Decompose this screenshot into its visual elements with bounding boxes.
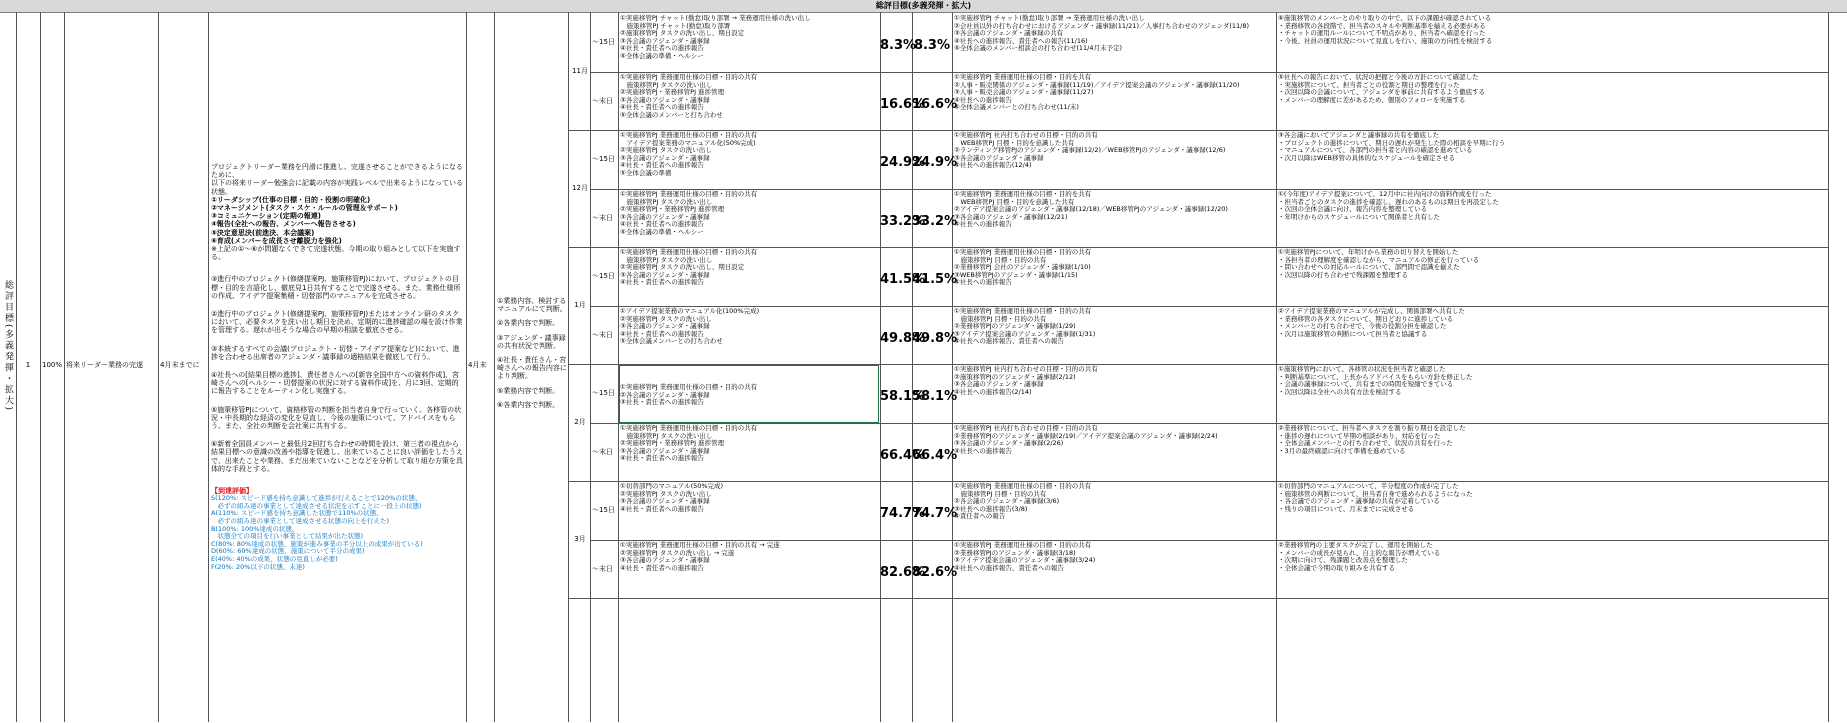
plan-cell (620, 15, 878, 71)
half-label: ～15日 (592, 272, 615, 280)
plan-line: ④社長・責任者への進捗報告 (620, 103, 704, 112)
criteria-item: ③コミュニケーション(定期の報連) (211, 212, 321, 221)
rating-line: A(110%: スピード感を持ち意識した状態で110%の状態、 (211, 509, 383, 518)
comment-line: ・次月以降はWEB移管の具体的なスケジュールを確定させる (1278, 153, 1456, 162)
plan-line: ②各会議のアジェンダ・議事録 (620, 390, 710, 399)
actual-percent: 24.9% (912, 155, 958, 170)
comment-line: ・次回の全体会議に向け、報告内容を整理している (1278, 205, 1428, 214)
comment-line: ・問い合わせへの対応ルールについて、部門間で認識を揃えた (1278, 263, 1460, 272)
plan-item: ②各業内容で判断。 (497, 319, 560, 328)
comment-line: ②業務移管PJの主要タスクが完了し、運用を開始した (1278, 541, 1433, 549)
comment-cell (1278, 191, 1826, 246)
plan-line: ④社長・責任者への進捗報告 (620, 220, 704, 229)
result-line: ①実施移管PJ 業務運用仕様の目標・目的の共有 (954, 541, 1092, 549)
comment-line: ・年明けからのスケジュールについて関係者と共有した (1278, 212, 1440, 221)
plan-cell (620, 308, 878, 363)
result-line: WEB移管PJ 目標・目的を意識した共有 (954, 138, 1075, 147)
criteria-item: ⑥育成(メンバーを成長させ離脱力を強化) (211, 236, 342, 245)
plan-item: ④社長・責任さん・宮崎さんへの報告内容により判断。 (497, 356, 567, 381)
target-percent: 16.6% (880, 97, 926, 112)
plan-line: ③各会議のアジェンダ・議事録 (620, 322, 710, 331)
result-line: ①実施移管PJ 業務運用仕様の目標・目的の共有 (954, 482, 1092, 490)
result-line: ③各会議のアジェンダ・議事録 (954, 380, 1044, 389)
comment-line: ・次回以降は全社への共有方法を検討する (1278, 387, 1402, 396)
plan-line: 施策移管PJ チャット(勤怠)取り部署 (620, 21, 731, 30)
target-percent: 58.1% (880, 389, 926, 404)
plan-line: ②実施移管PJ・業務移管PJ 進捗管理 (620, 88, 725, 97)
plan-line: ④社長・責任者への進捗報告 (620, 504, 704, 513)
plan-line: ②施策移管PJ タスクの洗い出し、期日設定 (620, 29, 745, 38)
result-line: ②業務移管PJのアジェンダ・議事録(2/19)／アイデア提案会議のアジェンダ・議事録(2/24) (954, 431, 1218, 440)
comment-line: ・施策移管の判断について、担当者自身で進められるようになった (1278, 489, 1473, 498)
month-divider (568, 598, 1828, 599)
grid-line (1828, 12, 1829, 722)
result-line: ④社長への進捗報告(2/14) (954, 387, 1032, 396)
result-line: ③各会議のアジェンダ・議事録(2/26) (954, 439, 1064, 448)
result-line: ①実施移管PJ チャット(勤怠)取り部署 → 業務運用仕様の洗い出し (954, 14, 1145, 22)
plan-item: ③アジェンダ・議事録の共有状況で判断。 (497, 333, 566, 350)
target-percent: 82.6% (880, 565, 926, 580)
half-label: ～15日 (592, 389, 615, 397)
grid-line (1276, 12, 1277, 722)
plan-item: ①業務内容、検討するマニュアルにて判断。 (497, 297, 567, 314)
half-label: ～末日 (592, 97, 613, 105)
deadline: 4月末までに (160, 361, 200, 369)
plan-line: ②実施移管PJ・業務移管PJ 進捗管理 (620, 205, 725, 214)
month-label: 1月 (574, 301, 586, 309)
comment-cell (1278, 366, 1826, 422)
grid-line (568, 12, 569, 722)
result-cell (954, 249, 1274, 305)
plan-line: ④社長・責任者への進捗報告 (620, 329, 704, 338)
result-line: ②アイデア提案会議のアジェンダ・議事録(12/18)／WEB移管PJのアジェンダ・議事録(12/20) (954, 205, 1228, 214)
rating-line: 必ずの組み達の事業として達成させる状態の向上を行えた) (211, 517, 390, 526)
result-line: ①実施移管PJ 社内打ち合わせの目標・目的の共有 (954, 424, 1098, 432)
result-line: ③人事・販売会議のアジェンダ・議事録(11/27) (954, 88, 1094, 97)
plan-line: 施策移管PJ タスクの洗い出し (620, 255, 713, 264)
comment-line: ⑤社長への報告において、状況の把握と今後の方針について確認した (1278, 73, 1479, 81)
target-percent: 66.4% (880, 448, 926, 463)
comment-line: ・3月の最終確認に向けて準備を進めている (1278, 446, 1406, 455)
actual-percent: 33.2% (912, 214, 958, 229)
result-cell (954, 542, 1274, 597)
plan-line: ④社長・責任者への進捗報告 (620, 278, 704, 287)
result-line: ③各会議のアジェンダ・議事録(12/21) (954, 212, 1068, 221)
comment-line: ・メンバーの理解度に差があるため、個別のフォローを実施する (1278, 95, 1466, 104)
criteria-para: ②進行中のプロジェクト(修繕提案PJ、施策移管PJ)またはオンライン研のタスクにおいて、必要タスクを洗い出し期日を決め、定期的に進捗確認の場を設け作業を管理する。遅れが出そうな場合の早期の相談を徹底させる。 (211, 310, 463, 335)
target-percent: 8.3% (880, 38, 917, 53)
actual-percent: 58.1% (912, 389, 958, 404)
criteria-intro-0: プロジェクトリーダー業務を円滑に推進し、完遂させることができるようになるために、 (211, 163, 463, 180)
comment-line: ・チャットの運用ルールについて不明点があり、担当者へ確認を行った (1278, 29, 1486, 38)
plan-line: 施策移管PJ タスクの洗い出し (620, 80, 713, 89)
plan-line: ④社長・責任者への進捗報告 (620, 44, 704, 53)
row-number: 1 (25, 361, 31, 369)
evaluation-method (497, 297, 567, 447)
plan-line: ③各会議のアジェンダ・議事録 (620, 497, 710, 506)
plan-line: ①実施移管PJ 業務運用仕様の目標・目的の共有 (620, 248, 758, 256)
comment-line: ・全体会議メンバーとの打ち合わせで、状況の共有を行った (1278, 439, 1453, 448)
plan-cell (620, 191, 878, 246)
result-line: ④社長への進捗報告、責任者への報告 (954, 337, 1064, 346)
result-cell (954, 191, 1274, 246)
comment-line: ・実施移管について、担当者ごとの役割と期日の整理を行った (1278, 80, 1460, 89)
grid-line (158, 12, 159, 722)
grid-line (952, 12, 953, 722)
result-line: ④責任者への報告 (954, 512, 1006, 521)
comment-line: ・残りの項目について、月末までに完成させる (1278, 504, 1415, 513)
result-line: ④社長への進捗報告 (954, 95, 1012, 104)
half-label: ～15日 (592, 506, 615, 514)
comment-cell (1278, 132, 1826, 188)
rating-line: D(60%: 60%達成の状態、施策について半分の成果) (211, 547, 365, 556)
rating-line: C(80%: 80%達成の状態、施策が進み事業の半分以上の成果が出ている) (211, 539, 423, 548)
half-divider (590, 189, 1828, 190)
result-line: ③各会議のアジェンダ・議事録 (954, 153, 1044, 162)
comment-cell (1278, 249, 1826, 305)
result-line: ②業務移管PJのアジェンダ・議事録(1/29) (954, 322, 1076, 331)
comment-line: ・次月は施策移管の判断について担当者と協議する (1278, 329, 1428, 338)
result-line: ④社長への進捗報告、責任者への報告 (954, 563, 1064, 572)
comment-cell (1278, 425, 1826, 480)
comment-line: ・各担当者の理解度を確認しながら、マニュアルの修正を行っている (1278, 255, 1480, 264)
grid-line (880, 12, 881, 722)
comment-line: ①施策移管PJにおいて、各移管の状況を担当者と確認した (1278, 365, 1446, 373)
rating-line: S(120%: スピード感を持ち意識して進捗が行えることで120%の状態、 (211, 494, 422, 503)
plan-line: ①切替部門のマニュアル(50%完成) (620, 482, 724, 490)
plan-line: ①実施移管PJ 業務運用仕様の目標・目的の共有 (620, 424, 758, 432)
half-label: ～末日 (592, 448, 613, 456)
half-divider (590, 306, 1828, 307)
criteria-item: ②マネージメント(タスク・スケ・ルールの管理＆サポート) (211, 204, 398, 213)
comment-line: ・メンバーとの打ち合わせで、今後の役割分担を確認した (1278, 322, 1447, 331)
rating-line: B(100%: 100%達成の状態、 (211, 524, 299, 533)
comment-line: ・会議の議事録について、共有までの時間を短縮できている (1278, 380, 1454, 389)
plan-line: ⑤全体会議の準備 (620, 168, 672, 177)
plan-line: ④社長・責任者への進捗報告 (620, 454, 704, 463)
actual-percent: 41.5% (912, 272, 958, 287)
plan-item: ⑥各業内容で判断。 (497, 400, 560, 409)
comment-line: ⑥施策移管のメンバーとのやり取りの中で、以下の課題が確認されている (1278, 14, 1492, 22)
plan-line: ③社長・責任者への進捗報告 (620, 398, 704, 407)
month-label: 12月 (572, 184, 588, 192)
month-divider (568, 247, 1828, 248)
month-label: 2月 (574, 418, 586, 426)
criteria-para: ⑥新着全国員メンバーと最低月2回打ち合わせの時間を設け、第三者の視点から結果目標への意識の改善や指導を促進し、出来ていることに良い評価をしたうえで、出来たことや業務、まだ出来ていないことなどを分析して取り組む方策を具体的な手段とする。 (211, 440, 463, 473)
result-line: ②業務移管PJ 会社のアジェンダ・議事録(1/10) (954, 263, 1091, 272)
result-line: ②会社員以外の打ち合わせにおけるアジェンダ・議事録(11/21)／人事打ち合わせのアジェンダ(11/8) (954, 21, 1249, 30)
goal-title: 将来リーダー業務の完遂 (66, 361, 143, 369)
target-percent: 24.9% (880, 155, 926, 170)
grid-line (64, 12, 65, 722)
grid-line (494, 12, 495, 722)
result-line: ②業務移管PJのアジェンダ・議事録(3/18) (954, 548, 1076, 557)
result-line: ①実施移管PJ 業務運用仕様の目標・目的の共有 (954, 248, 1092, 256)
comment-line: ・次回以降の会議について、アジェンダを事前に共有するよう徹底する (1278, 88, 1486, 97)
comment-line: ・担当者ごとのタスクの進捗を確認し、遅れのあるものは期日を再設定した (1278, 197, 1499, 206)
plan-line: ③各会議のアジェンダ・議事録 (620, 36, 710, 45)
plan-line: ③各会議のアジェンダ・議事録 (620, 153, 710, 162)
result-line: ②人事・販売関係のアジェンダ・議事録(11/19)／アイデア提案会議のアジェンダ・議事録(11/20) (954, 80, 1240, 89)
result-cell (954, 366, 1274, 422)
result-line: ②施策移管PJのアジェンダ・議事録(2/12) (954, 372, 1076, 381)
plan-line: ②実施移管PJ タスクの洗い出し (620, 489, 712, 498)
plan-line: ②実施移管PJ タスクの洗い出し → 完遂 (620, 548, 735, 557)
rating-line: E(40%: 40%の成果、状態の見直しが必要) (211, 555, 338, 564)
target-percent: 74.7% (880, 506, 926, 521)
month-label: 3月 (574, 535, 586, 543)
plan-line: ④社長・責任者への進捗報告 (620, 563, 704, 572)
comment-line: ②アイデア提案業務のマニュアルが完成し、関係部署へ共有した (1278, 307, 1465, 315)
actual-percent: 82.6% (912, 565, 958, 580)
comment-line: ・次期に向けて、残課題と改善点を整理した (1278, 556, 1408, 565)
result-line: ③アイデア提案会議のアジェンダ・議事録(3/24) (954, 556, 1096, 565)
actual-percent: 66.4% (912, 448, 958, 463)
plan-line: ①アイデア提案業務のマニュアル化(100%完成) (620, 307, 760, 315)
comment-line: ②業務移管について、担当者へタスクを割り振り期日を設定した (1278, 424, 1466, 432)
plan-cell (620, 74, 878, 129)
plan-cell (620, 425, 878, 480)
actual-percent: 49.8% (912, 331, 958, 346)
criteria-note: ※上記の①～⑥が問題なくできて完遂状態。今期の取り組みとして以下を実施する。 (211, 245, 461, 262)
plan-line: ③各会議のアジェンダ・議事録 (620, 212, 710, 221)
grid-line (590, 12, 591, 722)
criteria-intro-1: 以下の将来リーダー勉強会に記載の内容が実践レベルで出来るようになっている状態。 (211, 179, 463, 196)
criteria-para: ⑤施策移管PJについて、資格移管の判断を担当者自身で行っていく。各移管の状況・中長期的な経済の変化を見直し、今後の施策について、アドバイスをもらう。また、全社の判断を会社案に共有する。 (211, 405, 462, 431)
plan-item: ⑤業務内容で判断。 (497, 386, 560, 395)
month-divider (568, 481, 1828, 482)
rating-line: F(20%: 20%以下の状態、未達) (211, 562, 305, 571)
month-divider (568, 130, 1828, 131)
result-line: ③各会議のアジェンダ・議事録の共有 (954, 29, 1064, 38)
plan-line: ①実施移管PJ 業務運用仕様の目標・目的の共有 (620, 73, 758, 81)
plan-line: ②実施移管PJ タスクの洗い出し、期日設定 (620, 263, 745, 272)
result-line: 施策移管PJ 目標・目的の共有 (954, 314, 1047, 323)
comment-line: ・判断基準について、上長からアドバイスをもらい方針を修正した (1278, 372, 1473, 381)
result-line: ①実施移管PJ 業務運用仕様の目標・目的の共有 (954, 307, 1092, 315)
result-line: ②各会議のアジェンダ・議事録(3/6) (954, 497, 1060, 506)
half-label: ～末日 (592, 565, 613, 573)
plan-line: ①実施移管PJ 業務運用仕様の目標・目的の共有 (620, 190, 758, 198)
result-line: ③WEB移管PJのアジェンダ・議事録(1/15) (954, 270, 1078, 279)
weight-value: 100% (41, 361, 62, 369)
result-line: ⑤全体会議のメンバー相談会の打ち合わせ(11/4月末予定) (954, 44, 1123, 53)
criteria-para: ③進行中のプロジェクト(修繕提案PJ、施策移管PJ)において、プロジェクトの目標・目的を言語化し、徹底見1日共有することで完遂させる。また、業務仕様所の作成、アイデア提案集積・切替部門のマニュアルを完成させる。 (211, 275, 461, 300)
comment-line: ①実施移管PJについて、年明けから業務の切り替えを開始した (1278, 248, 1459, 256)
plan-line: ⑤全体会議の準備・ヘルシー (620, 227, 704, 236)
criteria-item: ④報告(全社への報告、メンバーへ報告させる) (211, 220, 356, 229)
plan-line: ①実施移管PJ 業務運用仕様の目標・目的の共有 (620, 383, 758, 391)
achievement-criteria (211, 163, 464, 723)
result-line: ⑤全体会議メンバーとの打ち合わせ(11/末) (954, 103, 1079, 112)
result-cell (954, 15, 1274, 71)
comment-line: ③各会議においてアジェンダと議事録の共有を徹底した (1278, 131, 1440, 139)
result-line: ①実施移管PJ 業務運用仕様の目標・目的を共有 (954, 73, 1092, 81)
plan-line: 施策移管PJ タスクの洗い出し (620, 197, 713, 206)
comment-cell (1278, 15, 1826, 71)
plan-line: 施策移管PJ タスクの洗い出し (620, 431, 713, 440)
plan-line: ⑤全体会議のメンバーと打ち合わせ (620, 110, 723, 119)
plan-line: ⑤全体会議の準備・ヘルシー (620, 51, 704, 60)
actual-percent: 74.7% (912, 506, 958, 521)
half-divider (590, 72, 1828, 73)
result-line: WEB移管PJ 目標・目的を意識した共有 (954, 197, 1075, 206)
criteria-item: ①リーダシップ(仕事の目標・目的・役割の明確化) (211, 195, 371, 204)
comment-line: ①(今年度)アイデア提案について、12月中に社内向けの資料作成を行った (1278, 190, 1492, 198)
result-line: ①実施移管PJ 社内打ち合わせの目標・目的の共有 (954, 131, 1098, 139)
sheet-title: 総評目標(多義発揮・拡大) (0, 0, 1847, 13)
criteria-para: ③本統するすべての会議(プロジェクト・切替・アイデア提案など)において、進捗を合わせる出席者のアジェンダ・議事録の適格結果を徹底して行う。 (211, 344, 460, 361)
result-line: ③アイデア提案会議のアジェンダ・議事録(1/31) (954, 329, 1096, 338)
grid-line (912, 12, 913, 722)
comment-line: ①切替部門のマニュアルについて、半分程度の作成が完了した (1278, 482, 1459, 490)
plan-line: ②実施移管PJ・業務移管PJ 進捗管理 (620, 439, 725, 448)
comment-line: ・メンバーの成長が見られ、自主的な報告が増えている (1278, 548, 1441, 557)
comment-cell (1278, 542, 1826, 597)
half-label: ～15日 (592, 38, 615, 46)
plan-line: ③各会議のアジェンダ・議事録 (620, 446, 710, 455)
criteria-item: ⑤決定意思決(前進決、本会議案) (211, 228, 315, 237)
target-percent: 49.8% (880, 331, 926, 346)
plan-cell (620, 249, 878, 305)
plan-line: ①実施移管PJ 業務運用仕様の目標・目的の共有 → 完遂 (620, 541, 780, 549)
comment-line: ・今後、社員の運用状況について見直しを行い、施策の方向性を検討する (1278, 36, 1493, 45)
result-line: 施策移管PJ 目標・目的の共有 (954, 489, 1047, 498)
result-line: ③社長への進捗報告(3/8) (954, 504, 1028, 513)
result-line: ④社長への進捗報告 (954, 446, 1012, 455)
month-label: 11月 (572, 67, 588, 75)
comment-cell (1278, 308, 1826, 363)
plan-cell (620, 542, 878, 597)
plan-line: ①実施移管PJ 業務運用仕様の目標・目的の共有 (620, 131, 758, 139)
rating-title: 【到達評価】 (211, 487, 253, 496)
grid-line (618, 12, 619, 722)
result-cell (954, 132, 1274, 188)
result-cell (954, 425, 1274, 480)
half-label: ～末日 (592, 331, 613, 339)
comment-cell (1278, 483, 1826, 539)
actual-percent: 16.6% (912, 97, 958, 112)
comment-line: ・各会議でのアジェンダ・議事録の共有が定着している (1278, 497, 1440, 506)
half-divider (590, 423, 1828, 424)
plan-line: ②実施移管PJ タスクの洗い出し (620, 146, 712, 155)
comment-line: ・次回以降の打ち合わせで残課題を整理する (1278, 270, 1408, 279)
comment-line: ・業務移管の各タスクについて、期日どおりに進捗している (1278, 314, 1454, 323)
comment-line: ・進捗の遅れについて早期の相談があり、対応を行った (1278, 431, 1441, 440)
plan-line: ④社長・責任者への進捗報告 (620, 161, 704, 170)
result-line: ①実施移管PJ 社内打ち合わせの目標・目的の共有 (954, 365, 1098, 373)
plan-line: ①実施移管PJ チャット(勤怠)取り部署 → 業務運用仕様の洗い出し (620, 14, 811, 22)
plan-line: ②実施移管PJ タスクの洗い出し (620, 314, 712, 323)
half-label: ～末日 (592, 214, 613, 222)
rating-line: 状態全ての項目を行い事業として結果が出た状態) (211, 532, 364, 541)
comment-line: ・プロジェクトの進捗について、期日の遅れが発生した際の相談を早期に行う (1278, 138, 1506, 147)
actual-percent: 8.3% (913, 38, 950, 53)
category-label: 総評目標(多義発揮・拡大) (3, 280, 13, 413)
plan-cell (620, 483, 878, 539)
result-line: 施策移管PJ 目標・目的の共有 (954, 255, 1047, 264)
target-percent: 41.5% (880, 272, 926, 287)
result-line: ④社長への進捗報告(12/4) (954, 161, 1032, 170)
target-percent: 33.2% (880, 214, 926, 229)
result-cell (954, 483, 1274, 539)
plan-line: ③各会議のアジェンダ・議事録 (620, 270, 710, 279)
month-divider (568, 364, 1828, 365)
result-line: ①実施移管PJ 業務運用仕様の目標・目的を共有 (954, 190, 1092, 198)
plan-cell-selected[interactable] (620, 366, 878, 422)
rating-line: 必ずの組み達の事業として達成させる状況を示すことに一段上の状態) (211, 501, 422, 510)
plan-cell (620, 132, 878, 188)
plan-line: ③各会議のアジェンダ・議事録 (620, 95, 710, 104)
result-line: ②ランディング移管PJのアジェンダ・議事録(12/2)／WEB移管PJのアジェンダ・議事録(12/6) (954, 146, 1226, 155)
half-label: ～15日 (592, 155, 615, 163)
result-line: ④社長への進捗報告 (954, 278, 1012, 287)
comment-line: ・業務移管の各段階で、担当者のスキルや判断基準を揃える必要がある (1278, 21, 1486, 30)
grid-line (208, 12, 209, 722)
result-line: ④社長への進捗報告、責任者への報告(11/16) (954, 36, 1088, 45)
result-cell (954, 74, 1274, 129)
plan-line: アイデア提案業務のマニュアル化(50%完成) (620, 138, 756, 147)
result-cell (954, 308, 1274, 363)
comment-line: ・全体会議で今期の取り組みを共有する (1278, 563, 1395, 572)
end-label: 4月末 (468, 361, 487, 369)
result-line: ④社長への進捗報告 (954, 220, 1012, 229)
plan-line: ⑤全体会議メンバーとの打ち合わせ (620, 337, 723, 346)
comment-line: ・マニュアルについて、各部門の担当者と内容の確認を進めている (1278, 146, 1473, 155)
criteria-para: ④社長への[結果目標の進捗]、責任者さんへの[新容全国中方への資料作成]、宮崎さんへの[ヘルシー・切替提案の状況に対する資料作成]を、月に3回、定期的に報告することをルーティン化し実施する。 (211, 371, 460, 396)
plan-line: ③各会議のアジェンダ・議事録 (620, 556, 710, 565)
comment-cell (1278, 74, 1826, 129)
grid-line (466, 12, 467, 722)
